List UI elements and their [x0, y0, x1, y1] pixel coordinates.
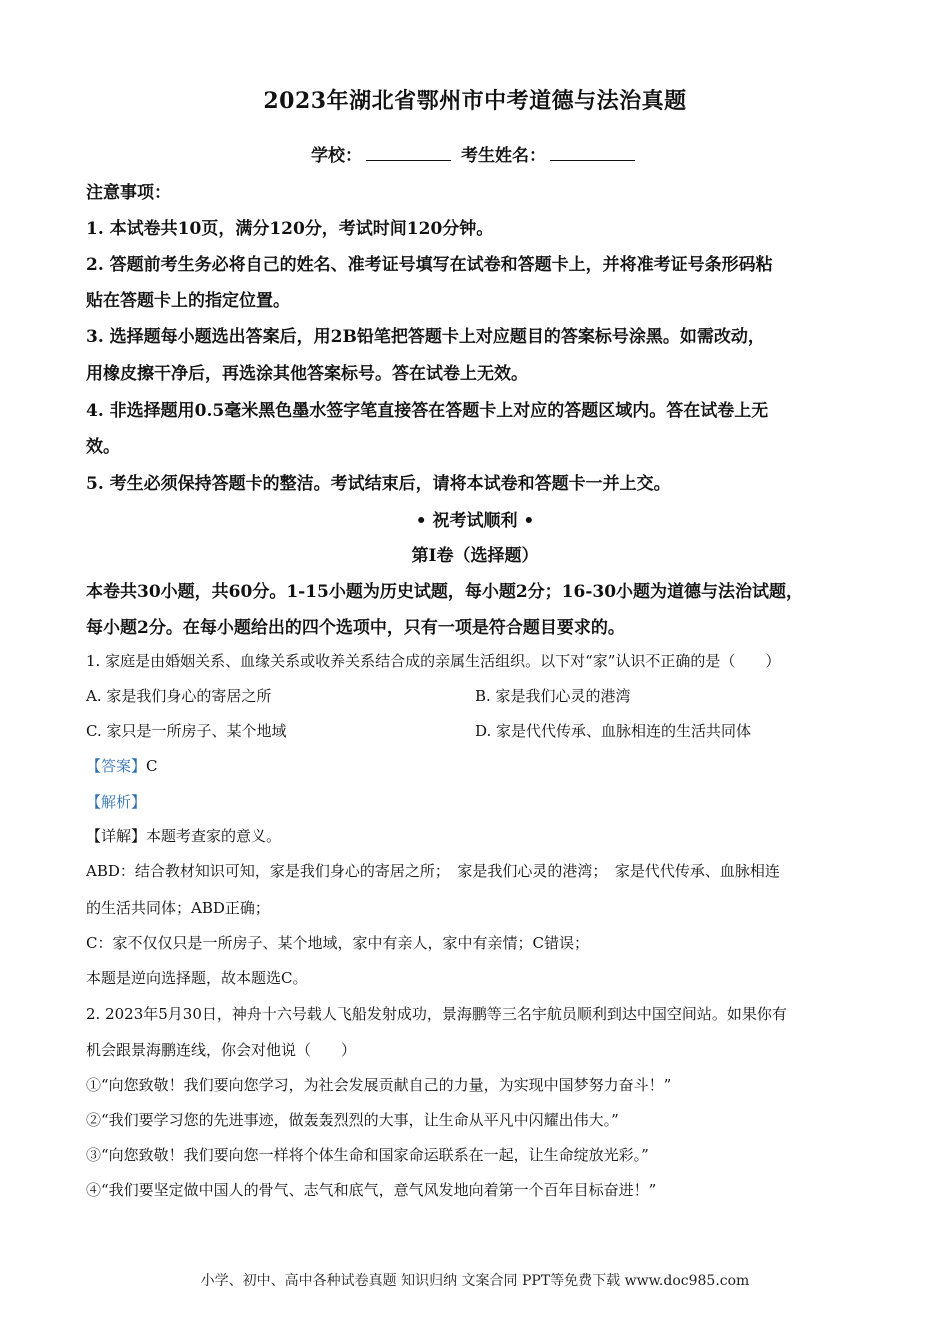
question-1-option-d: D. 家是代代传承、血脉相连的生活共同体	[475, 722, 752, 740]
part-intro-line: 每小题2分。在每小题给出的四个选项中，只有一项是符合题目要求的。	[86, 618, 625, 638]
analysis-line: C：家不仅仅只是一所房子、某个地域，家中有亲人，家中有亲情；C错误；	[86, 934, 589, 952]
notice-line: 3. 选择题每小题选出答案后，用2B铅笔把答题卡上对应题目的答案标号涂黑。如需改动，	[86, 327, 765, 347]
analysis-line: 【详解】本题考查家的意义。	[86, 827, 282, 845]
answer-tag: 【答案】	[86, 757, 147, 775]
notice-line: 贴在答题卡上的指定位置。	[86, 291, 290, 311]
student-name-label: 考生姓名：	[460, 146, 546, 166]
answer-value: C	[146, 757, 158, 775]
question-1-option-a: A. 家是我们身心的寄居之所	[86, 687, 272, 705]
part-title: 第Ⅰ卷（选择题）	[411, 546, 539, 566]
notice-line: 1. 本试卷共10页，满分120分，考试时间120分钟。	[86, 219, 494, 239]
analysis-line: 的生活共同体；ABD正确；	[86, 899, 270, 917]
notice-line: 效。	[86, 437, 120, 457]
question-2-stem: 2. 2023年5月30日，神舟十六号载人飞船发射成功，景海鹏等三名宇航员顺利到达中国空间站。如果你有	[86, 1005, 787, 1023]
answer-line	[86, 755, 876, 776]
question-2-item: ④“我们要坚定做中国人的骨气、志气和底气，意气风发地向着第一个百年目标奋进！”	[86, 1181, 657, 1199]
question-1-option-b: B. 家是我们心灵的港湾	[475, 687, 631, 705]
question-1-stem: 1. 家庭是由婚姻关系、血缘关系或收养关系结合成的亲属生活组织。以下对“家”认识不正确的是（ ）	[86, 652, 781, 670]
notice-line: 2. 答题前考生务必将自己的姓名、准考证号填写在试卷和答题卡上，并将准考证号条形码粘	[86, 255, 773, 275]
school-label: 学校：	[311, 146, 363, 166]
page-footer: 小学、初中、高中各种试卷真题 知识归纳 文案合同 PPT等免费下载 www.doc985.com	[200, 1273, 750, 1289]
analysis-line: ABD：结合教材知识可知，家是我们身心的寄居之所； 家是我们心灵的港湾； 家是代代传承、血脉相连	[86, 862, 780, 880]
notice-line: 5. 考生必须保持答题卡的整洁。考试结束后，请将本试卷和答题卡一并上交。	[86, 474, 671, 494]
student-name-blank	[550, 146, 635, 161]
school-name-line	[0, 141, 950, 166]
question-1-option-c: C. 家只是一所房子、某个地域	[86, 722, 287, 740]
question-2-item: ①“向您致敬！我们要向您学习，为社会发展贡献自己的力量，为实现中国梦努力奋斗！”	[86, 1076, 672, 1094]
notice-line: 用橡皮擦干净后，再选涂其他答案标号。答在试卷上无效。	[86, 364, 528, 384]
notice-line: 4. 非选择题用0.5毫米黑色墨水签字笔直接答在答题卡上对应的答题区域内。答在试卷上无	[86, 401, 769, 421]
question-2-item: ③“向您致敬！我们要向您一样将个体生命和国家命运联系在一起，让生命绽放光彩。”	[86, 1146, 649, 1164]
notice-heading: 注意事项：	[86, 183, 171, 203]
page-title: 2023年湖北省鄂州市中考道德与法治真题	[263, 88, 687, 114]
part-intro-line: 本卷共30小题，共60分。1-15小题为历史试题，每小题2分；16-30小题为道德与法治试题，	[86, 582, 804, 602]
question-2-stem: 机会跟景海鹏连线，你会对他说（ ）	[86, 1041, 357, 1059]
blessing: • 祝考试顺利 •	[415, 511, 535, 531]
analysis-line: 本题是逆向选择题，故本题选C。	[86, 969, 308, 987]
analysis-tag: 【解析】	[86, 793, 147, 811]
school-blank	[366, 146, 451, 161]
question-2-item: ②“我们要学习您的先进事迹，做轰轰烈烈的大事，让生命从平凡中闪耀出伟大。”	[86, 1111, 619, 1129]
